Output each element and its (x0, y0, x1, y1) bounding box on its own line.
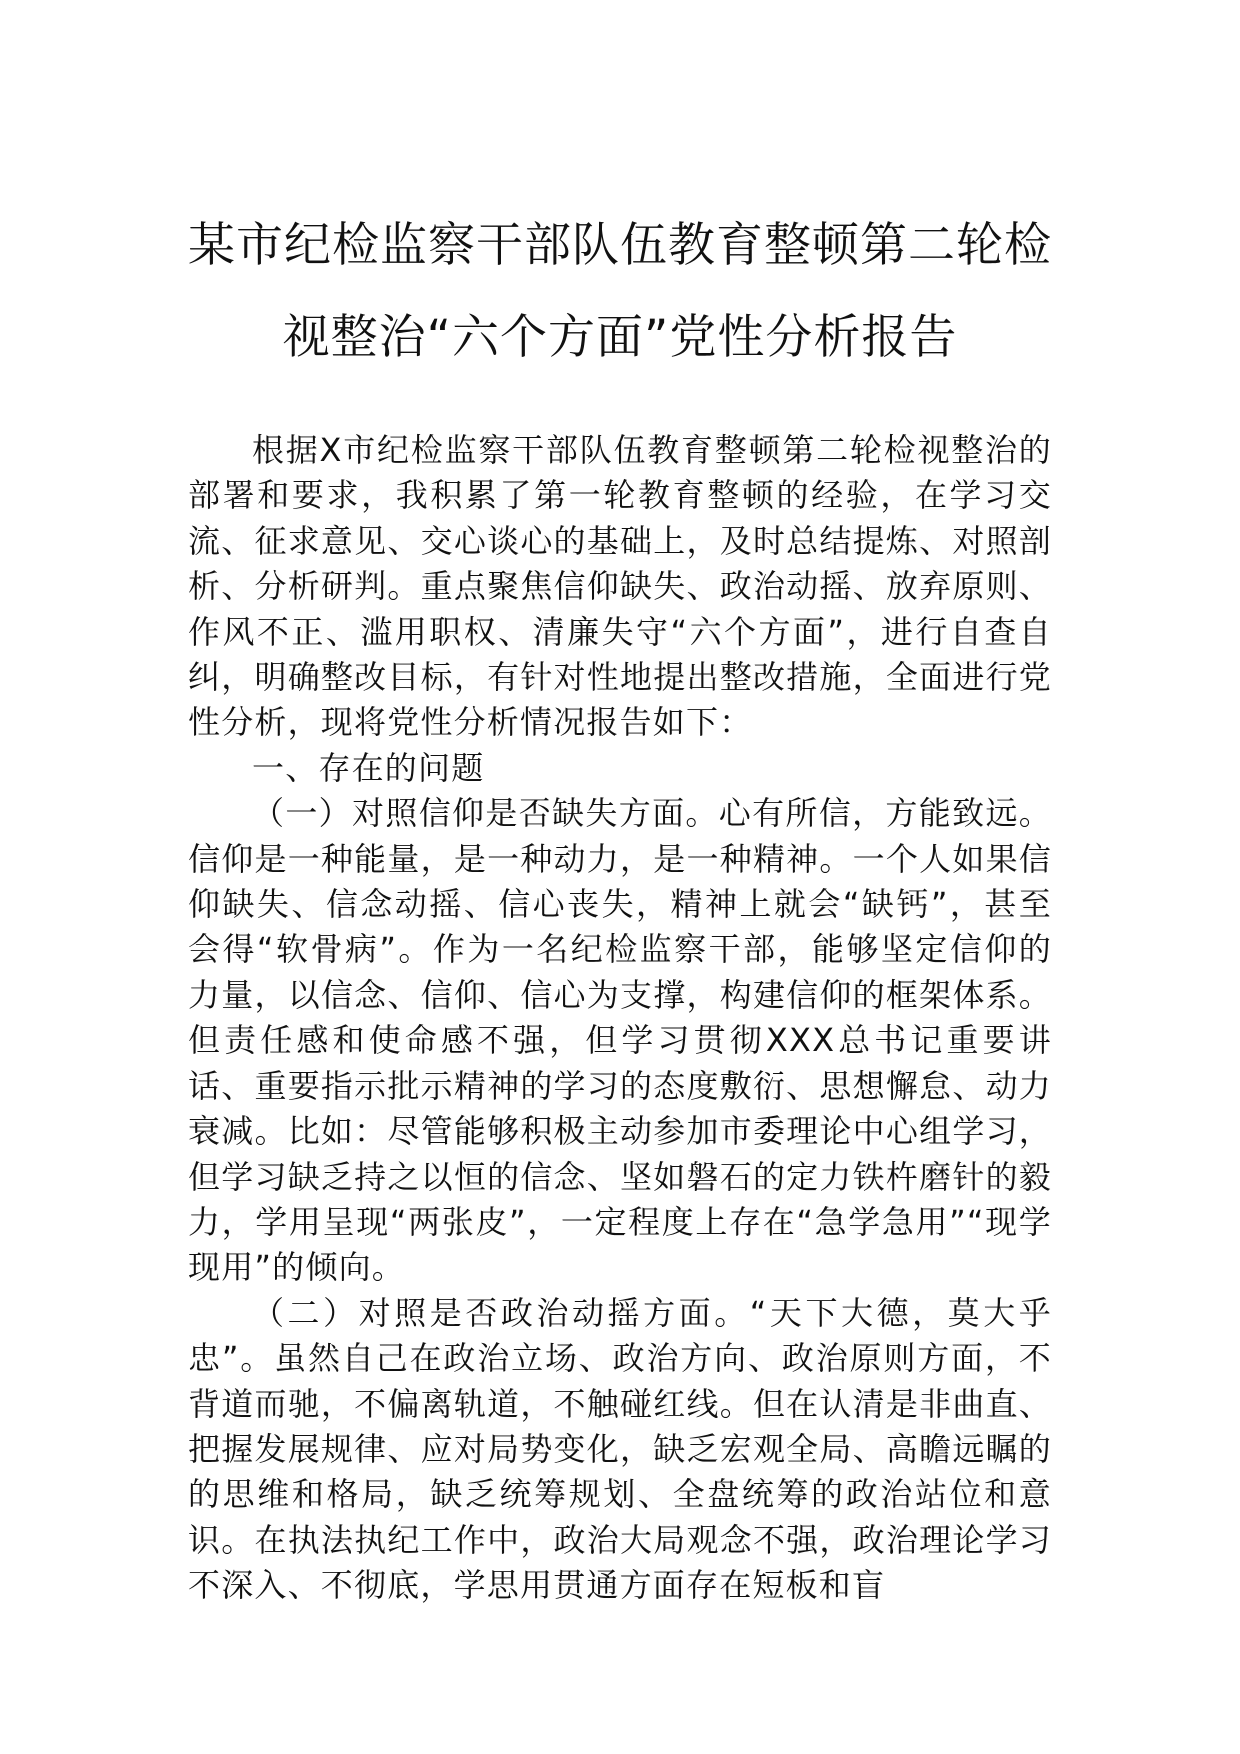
document-body (188, 428, 1052, 1609)
paragraph-political: （二）对照是否政治动摇方面。“天下大德，莫大乎忠”。虽然自己在政治立场、政治方向、政治原则方面，不背道而驰，不偏离轨道，不触碰红线。但在认清是非曲直、把握发展规律、应对局势变化，缺乏宏观全局、高瞻远瞩的的思维和格局，缺乏统筹规划、全盘统筹的政治站位和意识。在执法执纪工作中，政治大局观念不强，政治理论学习不深入、不彻底，学思用贯通方面存在短板和盲 (188, 1293, 1052, 1605)
paragraph-belief: （一）对照信仰是否缺失方面。心有所信，方能致远。信仰是一种能量，是一种动力，是一种精神。一个人如果信仰缺失、信念动摇、信心丧失，精神上就会“缺钙”，甚至会得“软骨病”。作为一名纪检监察干部，能够坚定信仰的力量，以信念、信仰、信心为支撑，构建信仰的框架体系。但责任感和使命感不强，但学习贯彻XXX总书记重要讲话、重要指示批示精神的学习的态度敷衍、思想懈怠、动力衰减。比如：尽管能够积极主动参加市委理论中心组学习，但学习缺乏持之以恒的信念、坚如磐石的定力铁杵磨针的毅力，学用呈现“两张皮”，一定程度上存在“急学急用”“现学现用”的倾向。 (188, 794, 1052, 1287)
section-heading: 一、存在的问题 (252, 748, 485, 787)
document-title-line-2: 视整治“六个方面”党性分析报告 (282, 310, 958, 365)
document-title-line-1: 某市纪检监察干部队伍教育整顿第二轮检 (188, 218, 1052, 273)
intro-paragraph: 根据X市纪检监察干部队伍教育整顿第二轮检视整治的部署和要求，我积累了第一轮教育整顿的经验，在学习交流、征求意见、交心谈心的基础上，及时总结提炼、对照剖析、分析研判。重点聚焦信仰缺失、政治动摇、放弃原则、作风不正、滥用职权、清廉失守“六个方面”，进行自查自纠，明确整改目标，有针对性地提出整改措施，全面进行党性分析，现将党性分析情况报告如下： (188, 431, 1052, 742)
